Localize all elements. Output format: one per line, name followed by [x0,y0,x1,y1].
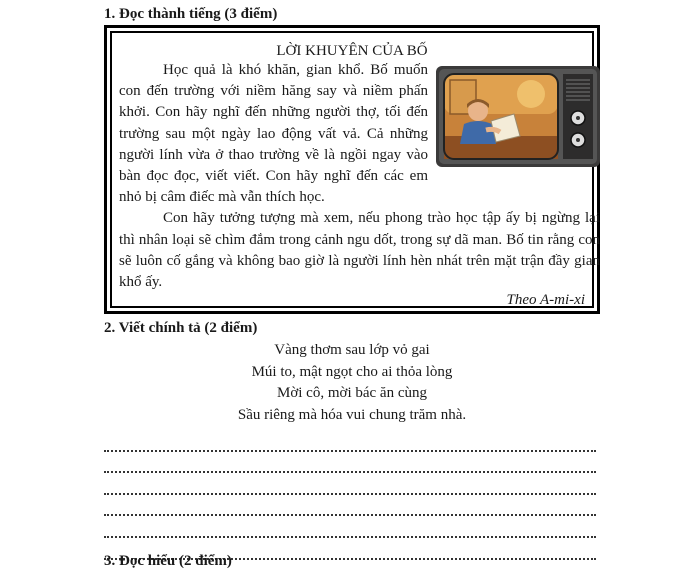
writing-line[interactable] [104,452,596,474]
section2-heading: 2. Viết chính tả (2 điểm) [104,320,258,336]
writing-area [104,430,596,560]
dictation-poem [104,340,600,426]
writing-line[interactable] [104,430,596,452]
poem-line: Sầu riêng mà hóa vui chung trăm nhà. [237,406,467,423]
tv-boy-reading-illustration [436,66,600,167]
story-title: LỜI KHUYÊN CỦA BỐ [276,43,428,59]
reading-passage-frame [104,25,600,314]
section3-heading: 3. Đọc hiểu (2 điểm) [104,553,232,569]
writing-line[interactable] [104,516,596,538]
writing-line[interactable] [104,473,596,495]
poem-line: Múi to, mật ngọt cho ai thỏa lòng [251,363,453,380]
poem-line: Mời cô, mời bác ăn cùng [277,385,427,401]
story-body [119,60,600,293]
writing-line[interactable] [104,495,596,517]
story-attribution: Theo A-mi-xi [506,292,585,308]
poem-line: Vàng thơm sau lớp vỏ gai [274,342,430,358]
reading-passage-inner-frame [110,31,600,308]
story-paragraph-1: Học quả là khó khăn, gian khổ. Bố muốn con đến trường với niềm hăng say và niềm phấn khởi. Con hãy nghĩ đến những người thợ, tối đến trường sau một ngày lao động vất vả. Cả những người lính vừa ở thao trường về là ngồi ngay vào bàn đọc đọc, viết viết. Con hãy nghĩ đến các em nhỏ bị câm điếc mà vẫn thích học. [119,62,428,206]
story-paragraph-2: Con hãy tưởng tượng mà xem, nếu phong trào học tập ấy bị ngừng lại thì nhân loại sẽ chìm đắm trong cảnh ngu dốt, trong sự dã man. Bố tin rằng con sẽ luôn cố gắng và không bao giờ là người lính hèn nhát trên mặt trận đầy gian khổ ấy. [119,210,600,291]
section1-heading: 1. Đọc thành tiếng (3 điểm) [104,6,278,22]
